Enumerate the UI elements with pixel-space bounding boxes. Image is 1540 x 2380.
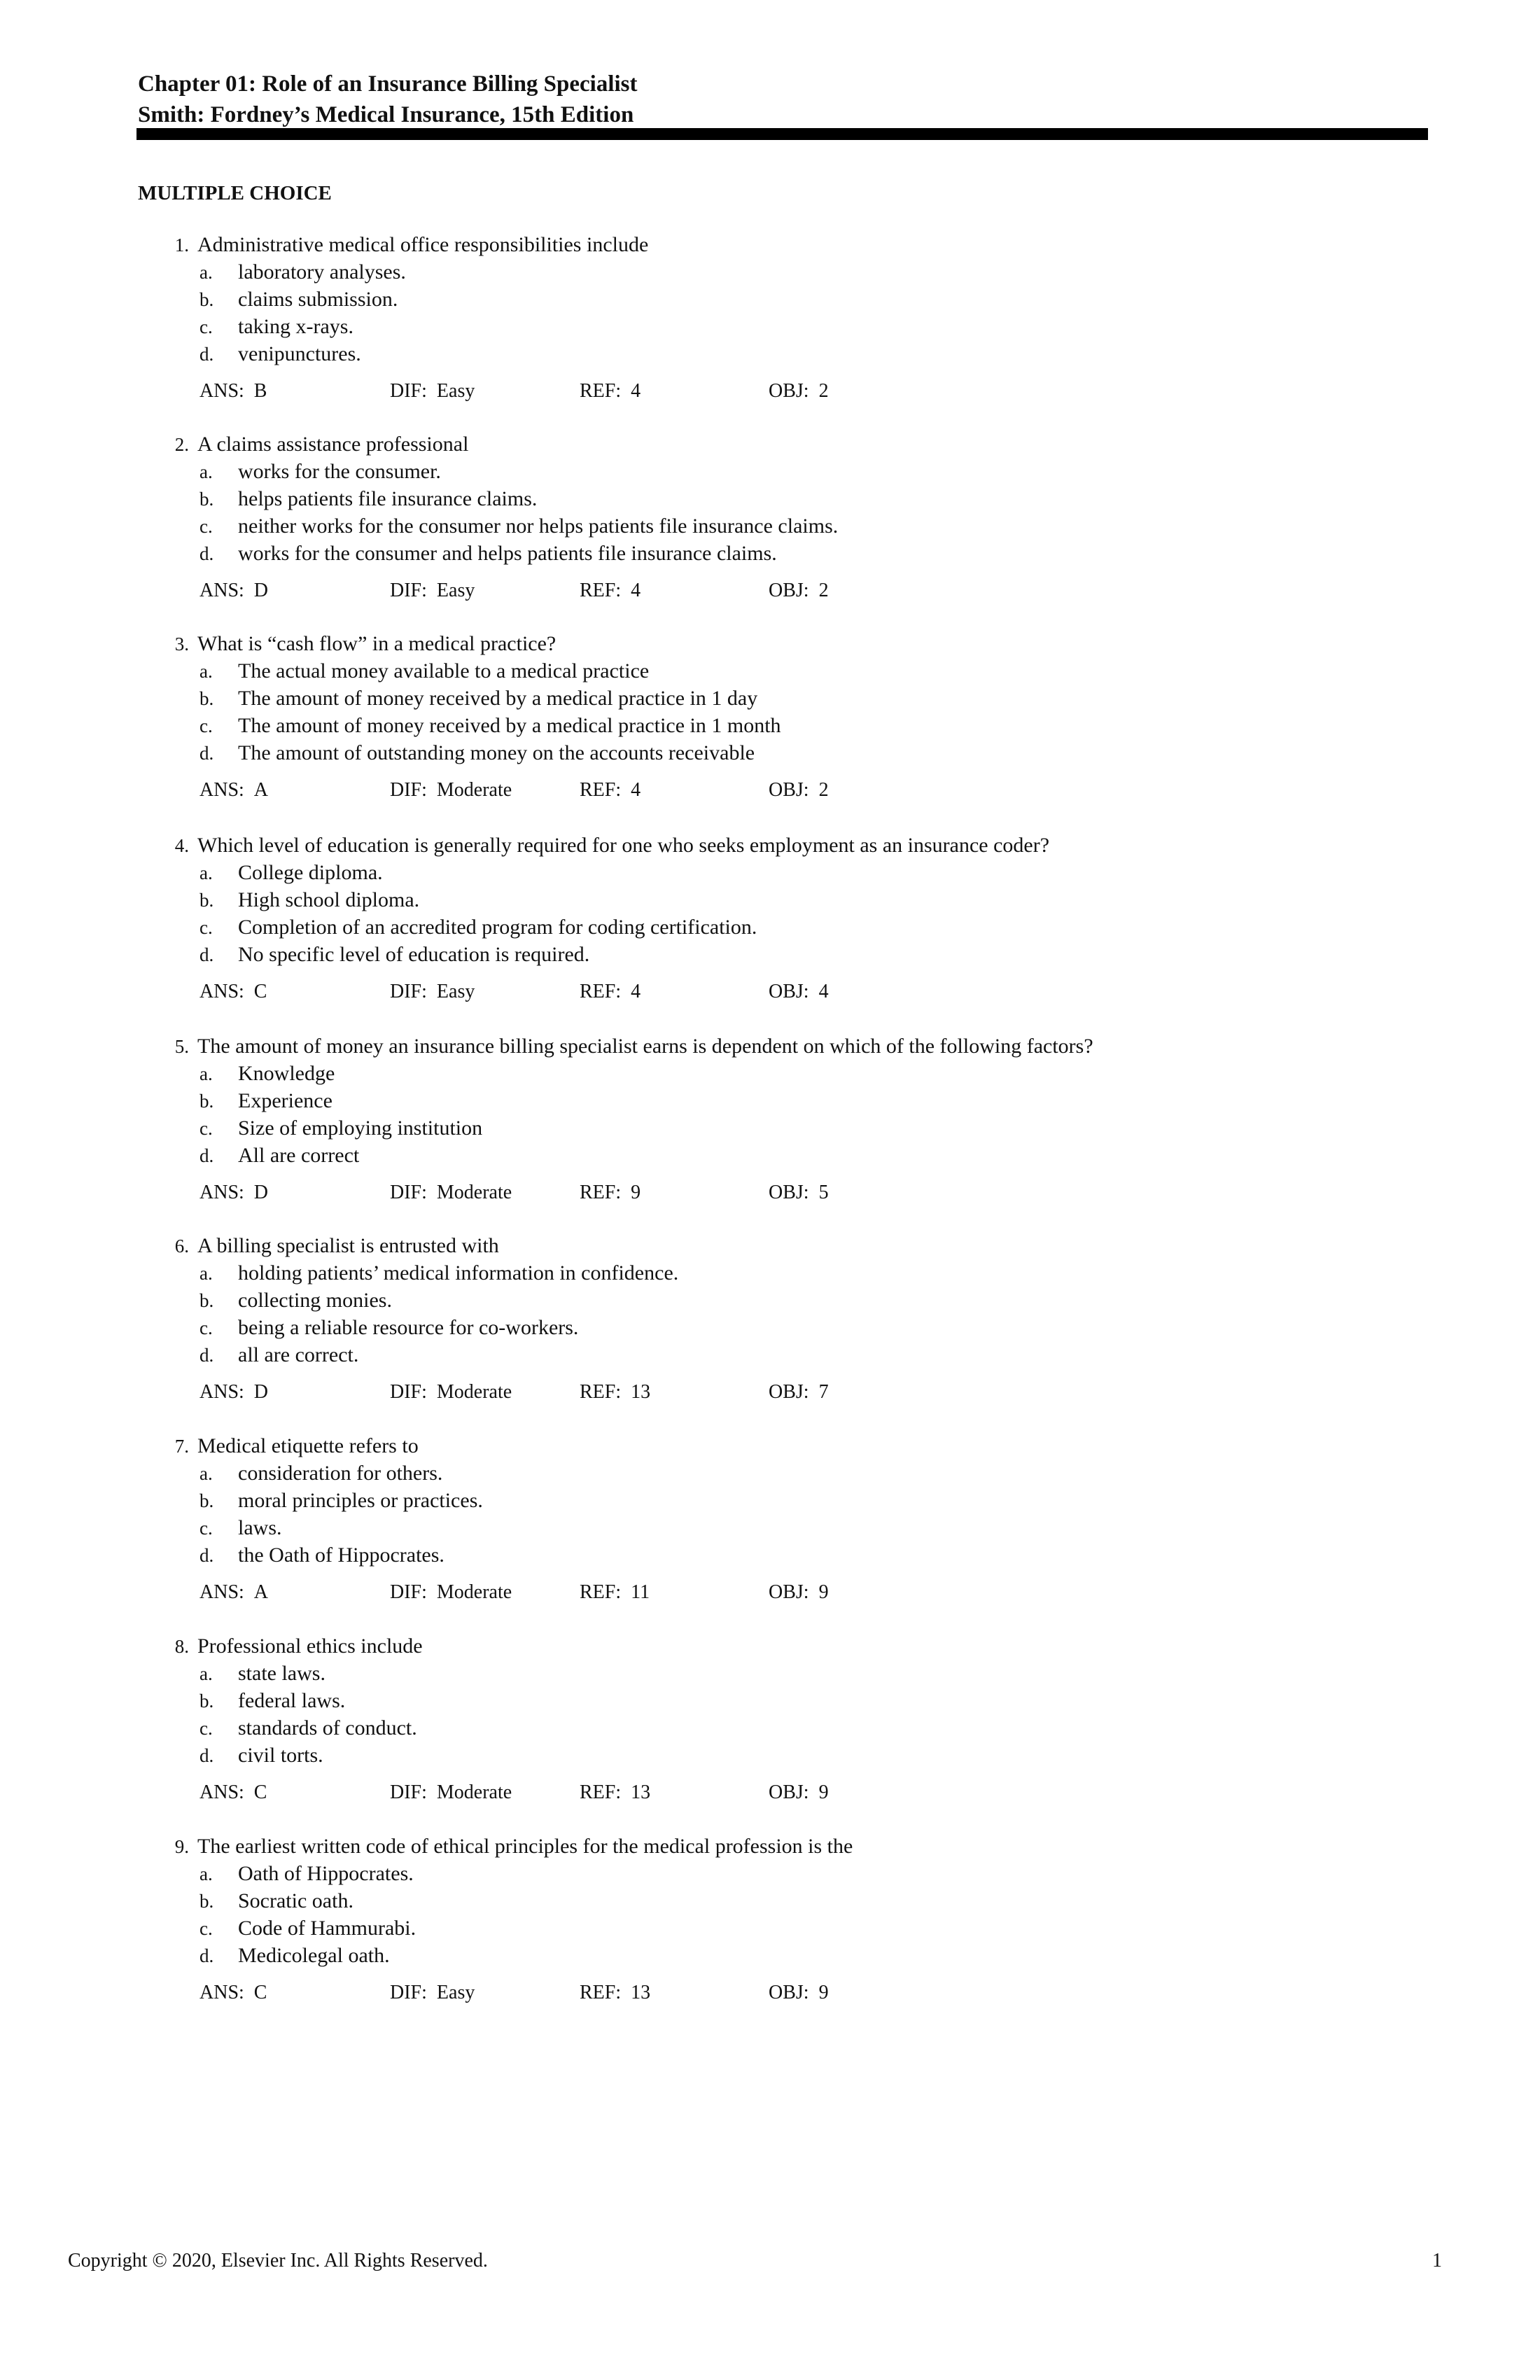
option-letter: c. [200,1918,213,1939]
option-text: the Oath of Hippocrates. [238,1544,444,1567]
option-text: holding patients’ medical information in confidence. [238,1261,679,1284]
answer-option [162,886,1422,913]
option-text: laws. [238,1516,282,1539]
option-text: claims submission. [238,288,398,311]
difficulty-label: DIF: [390,380,427,402]
question-item [162,1632,1422,1806]
answer-key-label: ANS: [200,1581,244,1603]
answer-key-value: C [253,1982,267,2003]
option-letter: c. [200,516,213,537]
answer-option [162,712,1422,739]
answer-option [162,258,1422,286]
option-text: neither works for the consumer nor helps patients file insurance claims. [238,514,839,538]
question-stem: Professional ethics include [197,1634,423,1658]
answer-key-value: D [253,1381,269,1403]
answer-key-label: ANS: [200,1381,244,1403]
option-text: laboratory analyses. [238,260,406,284]
answer-option [162,1460,1422,1487]
question-stem: A billing specialist is entrusted with [197,1234,499,1257]
answer-option [162,1541,1422,1569]
question-stem: Medical etiquette refers to [197,1434,419,1457]
reference-page [580,1378,650,1406]
question-item [162,1032,1422,1206]
answer-metadata [162,1179,1422,1206]
answer-option [162,941,1422,968]
objective [769,1979,829,2006]
option-letter: c. [200,1317,213,1338]
reference-page-value: 4 [631,580,641,601]
option-text: moral principles or practices. [238,1489,483,1512]
difficulty [390,577,475,604]
answer-option [162,1114,1422,1142]
objective-value: 2 [818,580,829,601]
question-stem-row [162,231,1422,258]
reference-page-value: 11 [631,1581,650,1603]
answer-option [162,1259,1422,1287]
difficulty-value: Moderate [436,1381,512,1403]
reference-page-value: 9 [631,1182,641,1203]
question-item [162,630,1422,804]
reference-page-value: 13 [631,1982,651,2003]
answer-option [162,913,1422,941]
difficulty-value: Easy [436,1982,475,2003]
answer-metadata [162,377,1422,405]
option-letter: a. [200,262,213,283]
answer-key [200,577,268,604]
difficulty-value: Easy [436,580,475,601]
reference-page-label: REF: [580,1182,622,1203]
answer-metadata [162,1979,1422,2006]
question-number: 9. [174,1836,189,1857]
objective-label: OBJ: [769,1782,809,1803]
answer-key-value: C [253,981,267,1002]
difficulty [390,377,475,405]
answer-key [200,377,267,405]
option-text: taking x-rays. [238,315,354,338]
option-letter: c. [200,917,213,938]
reference-page-label: REF: [580,380,622,402]
option-letter: a. [200,661,213,682]
difficulty-label: DIF: [390,779,427,801]
option-text: High school diploma. [238,888,420,911]
answer-option [162,739,1422,766]
option-letter: d. [200,344,214,365]
objective [769,776,829,804]
question-number: 8. [174,1636,189,1657]
question-item [162,1232,1422,1406]
answer-option [162,1687,1422,1714]
answer-key-label: ANS: [200,981,244,1002]
answer-key-value: D [253,1182,269,1203]
reference-page-label: REF: [580,580,622,601]
question-stem-row [162,832,1422,859]
answer-option [162,1087,1422,1114]
difficulty-label: DIF: [390,1182,427,1203]
option-letter: b. [200,1891,214,1912]
question-item [162,832,1422,1005]
objective [769,1578,829,1606]
option-letter: c. [200,1118,213,1139]
objective-value: 2 [818,779,829,801]
answer-option [162,657,1422,685]
option-letter: d. [200,1545,214,1566]
answer-key-label: ANS: [200,1182,244,1203]
question-stem-row [162,630,1422,657]
answer-key-value: A [253,1581,269,1603]
option-text: works for the consumer. [238,460,441,483]
option-text: No specific level of education is required. [238,943,590,966]
answer-key [200,1779,267,1806]
option-text: The amount of money received by a medical practice in 1 month [238,714,781,737]
option-text: Medicolegal oath. [238,1944,390,1967]
question-number: 4. [174,835,189,856]
answer-option [162,1660,1422,1687]
answer-option [162,1887,1422,1914]
objective-value: 9 [818,1581,829,1603]
option-letter: b. [200,688,214,709]
reference-page [580,577,640,604]
answer-option [162,540,1422,567]
answer-option [162,1860,1422,1887]
question-stem-row [162,1833,1422,1860]
answer-key [200,978,267,1005]
page-header [138,69,1426,130]
question-stem: The earliest written code of ethical principles for the medical profession is the [197,1835,853,1858]
option-letter: d. [200,1345,214,1366]
option-letter: b. [200,890,214,911]
option-letter: b. [200,1490,214,1511]
option-letter: a. [200,1463,213,1484]
option-text: consideration for others. [238,1462,443,1485]
difficulty [390,1979,475,2006]
answer-option [162,1714,1422,1742]
question-stem: The amount of money an insurance billing specialist earns is dependent on which of the following factors? [197,1035,1093,1058]
page-number: 1 [1432,2250,1442,2272]
objective-label: OBJ: [769,779,809,801]
option-letter: c. [200,316,213,337]
difficulty-label: DIF: [390,981,427,1002]
chapter-title: Chapter 01: Role of an Insurance Billing Specialist [138,71,638,97]
option-text: state laws. [238,1662,326,1685]
answer-option [162,1914,1422,1942]
option-text: all are correct. [238,1343,359,1366]
option-letter: a. [200,461,213,482]
answer-metadata [162,978,1422,1005]
option-text: College diploma. [238,861,383,884]
objective [769,1179,829,1206]
reference-page-label: REF: [580,1982,622,2003]
objective-value: 9 [818,1982,829,2003]
option-letter: c. [200,1518,213,1539]
answer-option [162,1060,1422,1087]
answer-key-value: D [253,580,269,601]
objective [769,978,829,1005]
answer-key [200,1179,268,1206]
question-stem: A claims assistance professional [197,433,469,456]
answer-metadata [162,1578,1422,1606]
question-stem-row [162,1232,1422,1259]
option-text: Experience [238,1089,332,1112]
difficulty [390,1578,512,1606]
reference-page-label: REF: [580,1782,622,1803]
section-title: MULTIPLE CHOICE [138,182,332,204]
reference-page [580,377,640,405]
option-letter: d. [200,543,214,564]
option-text: The amount of money received by a medical practice in 1 day [238,687,758,710]
answer-option [162,1742,1422,1769]
option-text: civil torts. [238,1744,323,1767]
reference-page-value: 13 [631,1381,651,1403]
reference-page-value: 4 [631,779,641,801]
question-stem: Which level of education is generally required for one who seeks employment as an insurance coder? [197,834,1050,857]
option-letter: d. [200,1145,214,1166]
option-letter: d. [200,1745,214,1766]
answer-key-value: A [253,779,269,801]
option-letter: d. [200,1945,214,1966]
difficulty-label: DIF: [390,1581,427,1603]
option-letter: c. [200,715,213,736]
objective-label: OBJ: [769,380,809,402]
option-text: Socratic oath. [238,1889,354,1912]
answer-key-label: ANS: [200,380,244,402]
answer-option [162,1487,1422,1514]
question-number: 3. [174,634,189,654]
answer-key-label: ANS: [200,1782,244,1803]
difficulty-value: Moderate [436,779,512,801]
answer-metadata [162,776,1422,804]
answer-option [162,485,1422,512]
difficulty-value: Moderate [436,1182,512,1203]
answer-option [162,313,1422,340]
answer-key-label: ANS: [200,1982,244,2003]
option-letter: a. [200,1663,213,1684]
question-number: 7. [174,1436,189,1457]
option-letter: a. [200,1063,213,1084]
reference-page-value: 4 [631,380,641,402]
reference-page [580,1779,650,1806]
answer-key-label: ANS: [200,779,244,801]
objective-label: OBJ: [769,981,809,1002]
reference-page-label: REF: [580,1581,622,1603]
objective-value: 4 [818,981,829,1002]
reference-page-label: REF: [580,779,622,801]
option-text: works for the consumer and helps patients file insurance claims. [238,542,777,565]
question-number: 2. [174,434,189,455]
difficulty-value: Easy [436,380,475,402]
question-stem: Administrative medical office responsibilities include [197,233,649,256]
option-text: collecting monies. [238,1289,392,1312]
difficulty-value: Moderate [436,1581,512,1603]
question-item [162,231,1422,405]
option-letter: b. [200,1690,214,1712]
reference-page-label: REF: [580,981,622,1002]
answer-key-label: ANS: [200,580,244,601]
question-number: 5. [174,1036,189,1057]
reference-page-value: 13 [631,1782,651,1803]
difficulty [390,1779,512,1806]
answer-key-value: B [253,380,267,402]
option-text: The actual money available to a medical practice [238,659,650,682]
option-letter: b. [200,489,214,510]
answer-metadata [162,1378,1422,1406]
question-item [162,430,1422,604]
copyright-notice: Copyright © 2020, Elsevier Inc. All Rights Reserved. [68,2250,488,2272]
option-text: helps patients file insurance claims. [238,487,538,510]
answer-option [162,1942,1422,1969]
answer-option [162,1287,1422,1314]
answer-option [162,340,1422,368]
option-letter: c. [200,1718,213,1739]
reference-page-value: 4 [631,981,641,1002]
objective [769,1779,829,1806]
reference-page-label: REF: [580,1381,622,1403]
objective [769,377,829,405]
difficulty [390,776,512,804]
objective-label: OBJ: [769,1581,809,1603]
question-stem: What is “cash flow” in a medical practice? [197,632,556,655]
option-letter: b. [200,1091,214,1112]
question-item [162,1432,1422,1606]
difficulty [390,1179,512,1206]
answer-option [162,286,1422,313]
difficulty-label: DIF: [390,1782,427,1803]
objective-label: OBJ: [769,1381,809,1403]
option-text: Oath of Hippocrates. [238,1862,414,1885]
option-letter: a. [200,862,213,883]
question-number: 6. [174,1236,189,1256]
reference-page [580,1179,640,1206]
reference-page [580,1979,650,2006]
answer-option [162,1341,1422,1368]
objective-value: 2 [818,380,829,402]
answer-option [162,859,1422,886]
reference-page [580,978,640,1005]
option-text: Completion of an accredited program for coding certification. [238,916,757,939]
answer-key [200,1578,268,1606]
difficulty [390,978,475,1005]
option-text: Size of employing institution [238,1116,483,1140]
objective [769,1378,829,1406]
answer-key [200,1979,267,2006]
objective-label: OBJ: [769,1982,809,2003]
answer-option [162,1314,1422,1341]
header-divider [136,128,1428,140]
option-text: being a reliable resource for co-workers. [238,1316,579,1339]
question-stem-row [162,1632,1422,1660]
option-text: standards of conduct. [238,1716,417,1740]
difficulty-value: Easy [436,981,475,1002]
answer-option [162,458,1422,485]
question-number: 1. [174,234,189,255]
difficulty-value: Moderate [436,1782,512,1803]
answer-key [200,776,268,804]
objective-value: 7 [818,1381,829,1403]
option-text: Knowledge [238,1062,335,1085]
option-letter: d. [200,743,214,764]
option-text: Code of Hammurabi. [238,1917,416,1940]
option-letter: b. [200,1290,214,1311]
answer-option [162,1142,1422,1169]
objective-label: OBJ: [769,1182,809,1203]
difficulty [390,1378,512,1406]
answer-metadata [162,577,1422,604]
difficulty-label: DIF: [390,580,427,601]
book-title: Smith: Fordney’s Medical Insurance, 15th Edition [138,102,634,127]
option-text: The amount of outstanding money on the accounts receivable [238,741,755,764]
answer-key-value: C [253,1782,267,1803]
question-item [162,1833,1422,2006]
option-letter: b. [200,289,214,310]
answer-option [162,1514,1422,1541]
question-stem-row [162,1432,1422,1460]
option-text: All are correct [238,1144,360,1167]
objective-value: 5 [818,1182,829,1203]
reference-page [580,1578,650,1606]
option-letter: a. [200,1263,213,1284]
objective [769,577,829,604]
objective-value: 9 [818,1782,829,1803]
answer-metadata [162,1779,1422,1806]
difficulty-label: DIF: [390,1982,427,2003]
answer-option [162,512,1422,540]
question-stem-row [162,430,1422,458]
difficulty-label: DIF: [390,1381,427,1403]
option-letter: d. [200,944,214,965]
answer-option [162,685,1422,712]
option-text: venipunctures. [238,342,361,365]
answer-key [200,1378,268,1406]
option-text: federal laws. [238,1689,346,1712]
objective-label: OBJ: [769,580,809,601]
option-letter: a. [200,1863,213,1884]
reference-page [580,776,640,804]
question-stem-row [162,1032,1422,1060]
